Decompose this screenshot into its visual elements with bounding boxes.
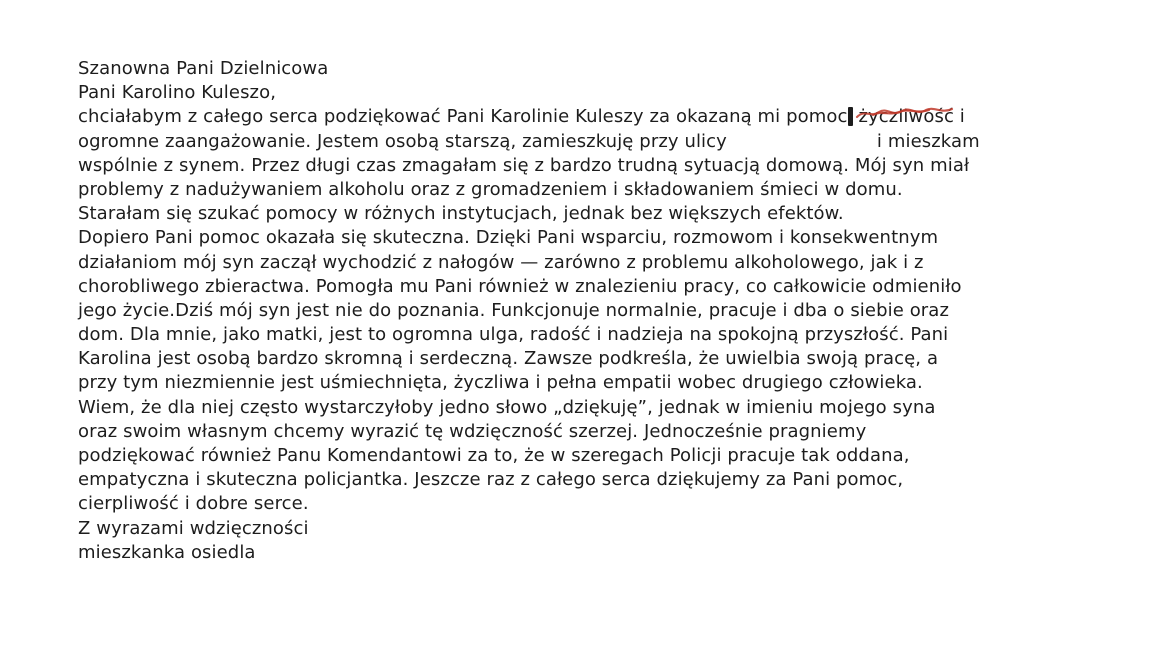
redacted-street-gap: [727, 146, 877, 147]
letter-line: empatyczna i skuteczna policjantka. Jeszcze raz z całego serca dziękujemy za Pani pomoc,: [78, 469, 904, 491]
line-text-post: i: [953, 106, 965, 128]
letter-line: Karolina jest osobą bardzo skromną i serdeczną. Zawsze podkreśla, że uwielbia swoją pracę, a: [78, 348, 939, 370]
letter-line: działaniom mój syn zaczął wychodzić z nałogów — zarówno z problemu alkoholowego, jak i z: [78, 251, 924, 273]
scribbled-word-text: życzliwość: [858, 106, 954, 128]
letter-line-with-redaction: [78, 130, 980, 154]
letter-line: wspólnie z synem. Przez długi czas zmagałam się z bardzo trudną sytuacją domową. Mój syn miał: [78, 154, 970, 176]
letter-line: oraz swoim własnym chcemy wyrazić tę wdzięczność szerzej. Jednocześnie pragniemy: [78, 420, 867, 442]
text-cursor-mark: [848, 107, 853, 126]
letter-line: Dopiero Pani pomoc okazała się skuteczna. Dzięki Pani wsparciu, rozmowom i konsekwentnym: [78, 227, 939, 249]
letter-line: dom. Dla mnie, jako matki, jest to ogromna ulga, radość i nadzieja na spokojną przyszłość. Pani: [78, 324, 949, 346]
letter-line: Starałam się szukać pomocy w różnych instytucjach, jednak bez większych efektów.: [78, 203, 844, 225]
letter-line: Wiem, że dla niej często wystarczyłoby jedno słowo „dziękuję”, jednak w imieniu mojego syna: [78, 396, 936, 418]
letter-closing: Z wyrazami wdzięczności: [78, 517, 309, 539]
letter-line-with-cursor-mark: [78, 105, 980, 129]
line-text-post: i mieszkam: [876, 130, 980, 152]
letter-line: chorobliwego zbieractwa. Pomogła mu Pani również w znalezieniu pracy, co całkowicie odmieniło: [78, 275, 962, 297]
scribbled-word: [858, 105, 953, 129]
letter-addressee: Pani Karolino Kuleszo,: [78, 82, 277, 104]
line-text-pre: chciałabym z całego serca podziękować Pani Karolinie Kuleszy za okazaną mi pomoc: [78, 106, 848, 128]
letter-line: podziękować również Panu Komendantowi za to, że w szeregach Policji pracuje tak oddana,: [78, 445, 910, 466]
letter-salutation: Szanowna Pani Dzielnicowa: [78, 58, 329, 79]
line-text-pre: ogromne zaangażowanie. Jestem osobą starszą, zamieszkuję przy ulicy: [78, 130, 727, 152]
letter-signature: mieszkanka osiedla: [78, 541, 256, 563]
letter-body: [78, 57, 980, 565]
letter-line: cierpliwość i dobre serce.: [78, 493, 309, 515]
letter-line: przy tym niezmiennie jest uśmiechnięta, życzliwa i pełna empatii wobec drugiego człowieka.: [78, 372, 923, 394]
letter-line: jego życie.Dziś mój syn jest nie do poznania. Funkcjonuje normalnie, pracuje i dba o siebie oraz: [78, 299, 949, 321]
letter-line: problemy z nadużywaniem alkoholu oraz z gromadzeniem i składowaniem śmieci w domu.: [78, 178, 903, 200]
